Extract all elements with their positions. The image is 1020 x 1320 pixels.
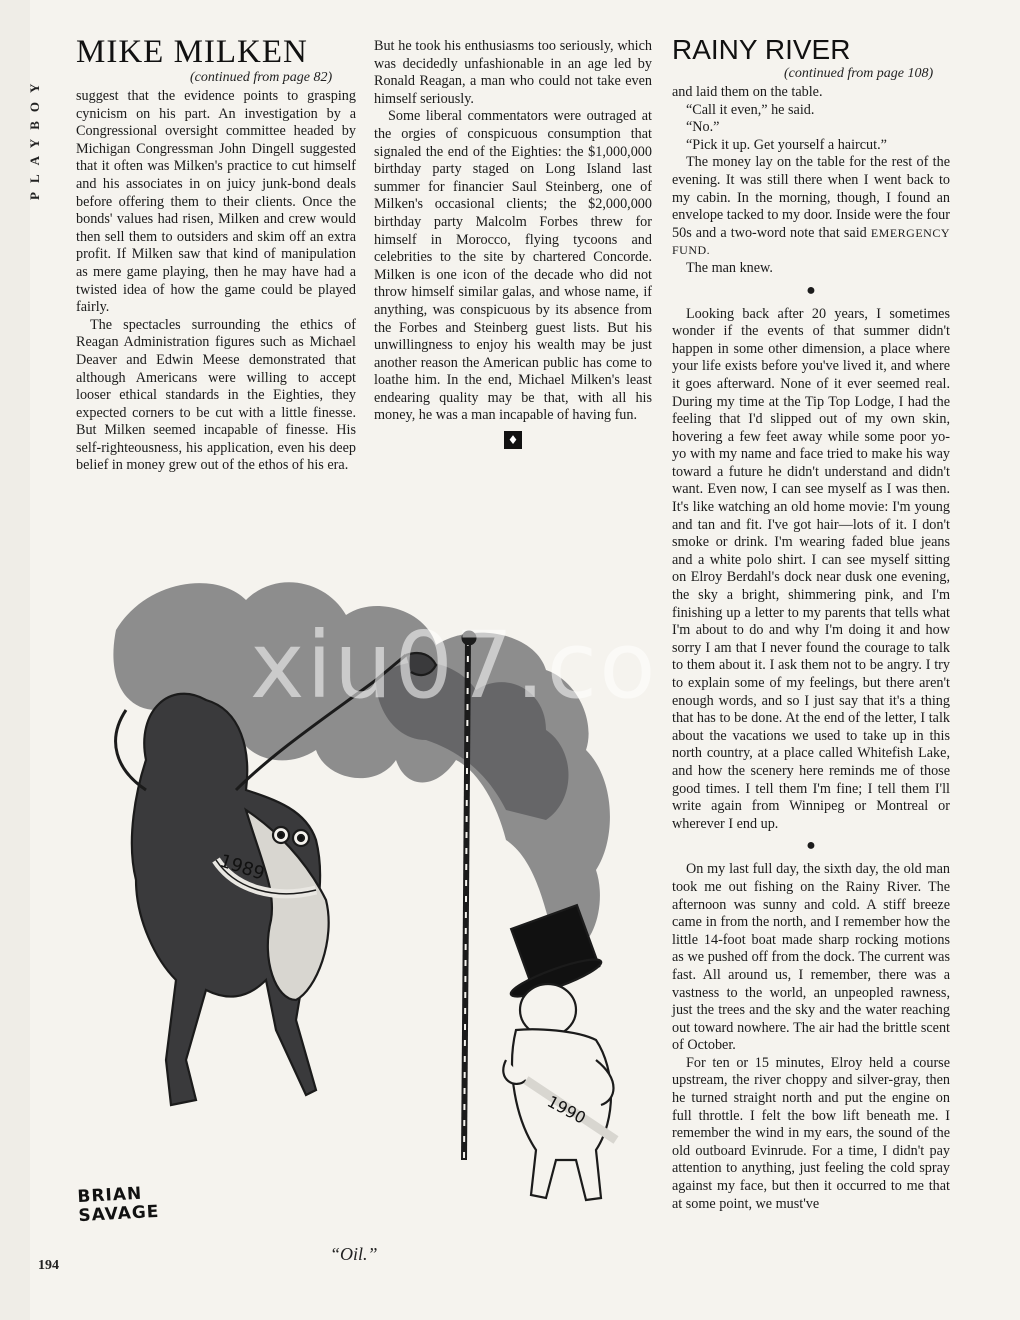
new-year-sash-label: 1990: [544, 1091, 589, 1128]
rainy-paragraph: “Pick it up. Get yourself a haircut.”: [686, 136, 887, 153]
rainy-continued-note: (continued from page 108): [784, 66, 934, 81]
cartoon-illustration: [76, 560, 656, 1260]
page-gutter: [0, 0, 30, 1320]
rainy-paragraph: Looking back after 20 years, I sometimes wonder if the events of that summer didn't happen in some other dimension, a place where your life exists before you've lived it, and where it goes afterward. None of it ever seemed real. During my time at the Tip Top Lodge, I had the feeling that I'd slipped out of my own skin, hovering a few feet away while some poor yo-yo with my name and face tried to make his way toward a future he didn't understand and didn't want. Even now, I can see myself as I was then. It's like watching an old home movie: I'm young and tan and fit. I've got hair—lots of it. I don't smoke or drink. I'm wearing faded blue jeans and a white polo shirt. I can see myself sitting on Elroy Berdahl's dock near dusk one evening, the sky a bright, shimmering pink, and I'm finishing up a letter to my parents that tells what I'm about to do and why I'm doing it and how sorry I am that I never found the courage to talk to them about it. I ask them not to be angry. I try to explain some of my feelings, but there aren't enough words, and so I just say that it's a thing that has to be done. At the end of the letter, I talk about the vacations we used to take up in this north country, at a place called Whitefish Lake, and how the scenery here reminds me of those good times. I tell them I'm fine; I tell them I'll write again from Winnipeg or Montreal or wherever I end up.: [672, 305, 950, 832]
cartoonist-first-name: BRIAN: [77, 1183, 143, 1208]
new-year-figure: [503, 905, 616, 1200]
page-number: 194: [38, 1258, 59, 1273]
milken-paragraph: Some liberal commentators were outraged at the orgies of conspicuous consumption that signaled the end of the Eighties: the $1,000,000 birthday party staged on Long Island last summer for financier Saul Steinberg, one of Milken's occasional clients; the $2,000,000 birthday party Malcolm Forbes threw for himself in Morocco, flying tycoons and celebrities to the site by chartered Concorde. Milken is one icon of the decade who did not throw himself similar galas, and whose name, if anything, was conspicuous by its absence from the Forbes and Steinberg guest lists. But his unwillingness to enjoy his wealth may be just another reason the American public has come to loathe him. In the end, Michael Milken's least endearing quality may be that, with all his money, he was a man incapable of having fun.: [374, 108, 652, 424]
section-separator-icon: ●: [806, 281, 816, 299]
cartoon-caption: “Oil.”: [330, 1244, 378, 1264]
cartoonist-last-name: SAVAGE: [78, 1201, 160, 1227]
cartoonist-signature: [77, 1184, 160, 1226]
milken-paragraph: suggest that the evidence points to grasping cynicism on his part. An investigation by a Congressional oversight committee headed by Michigan Congressman John Dingell suggested that it often was Milken's practice to cut himself and his associates in on juicy junk-bond deals before offering them to their clients. Once the bonds' values had risen, Milken and crew would then sell them to outsiders and skim off an extra profit. If Milken saw that kind of manipulation as mere game playing, then he may have had a twisted idea of how the game could be played fairly.: [76, 88, 356, 316]
rainy-column: [672, 84, 950, 1213]
rainy-paragraph: For ten or 15 minutes, Elroy held a course upstream, the river choppy and silver-gray, then he turned straight north and put the engine on full throttle. I felt the bow lift beneath me. I remember the wind in my ears, the sound of the old outboard Evinrude. For a time, I didn't pay attention to anything, just feeling the cold spray against my face, but then it occurred to me that at some point, we must've: [672, 1054, 950, 1212]
watermark-text: xiu07.co: [250, 612, 658, 719]
rainy-paragraph: “No.”: [686, 119, 720, 136]
milken-continued-note: (continued from page 82): [190, 70, 333, 85]
milken-paragraph: The spectacles surrounding the ethics of Reagan Administration figures such as Michael Deaver and Edwin Meese demonstrated that although Americans were willing to accept looser ethical standards in the Eighties, they expected corners to be cut with a little finesse. But Milken seemed incapable of finesse. His self-righteousness, his application, even his deep belief in money grew out of the ethos of his era.: [76, 316, 356, 474]
rainy-paragraph: [672, 154, 950, 260]
milken-column-1: [76, 88, 356, 475]
rainy-paragraph: “Call it even,” he said.: [686, 101, 815, 118]
section-separator-icon: ●: [806, 837, 816, 855]
old-year-sash-label: 1989: [217, 850, 268, 885]
rainy-paragraph: and laid them on the table.: [672, 84, 823, 100]
milken-column-2: [374, 38, 652, 449]
rainy-river-headline: RAINY RIVER: [672, 34, 851, 65]
milken-headline: MIKE MILKEN: [76, 34, 308, 70]
milken-paragraph: But he took his enthusiasms too seriously, which was decidedly unfashionable in an age led by Ronald Reagan, a man who could not take even himself seriously.: [374, 38, 652, 107]
emergency-fund-note: EMERGENCY FUND.: [672, 225, 950, 258]
rainy-paragraph-text: The money lay on the table for the rest of the evening. It was still there when I went back to my cabin. In the morning, though, I found an envelope tacked to my door. Inside were the four 50s and a two-word note that said: [672, 154, 950, 241]
rainy-paragraph: On my last full day, the sixth day, the old man took me out fishing on the Rainy River. The afternoon was sunny and cold. A stiff breeze came in from the north, and I remember how the little 14-foot boat made sharp rocking motions as we pushed off from the dock. The current was fast. All around us, I remember, there was a vastness to the world, an unpeopled rawness, just the trees and the sky and the water reaching out toward nowhere. The air had the brittle scent of October.: [672, 861, 950, 1054]
rainy-paragraph: The man knew.: [686, 259, 773, 276]
playboy-rabbit-end-icon: ♦: [504, 431, 522, 449]
magazine-name-vertical: PLAYBOY: [27, 74, 42, 200]
